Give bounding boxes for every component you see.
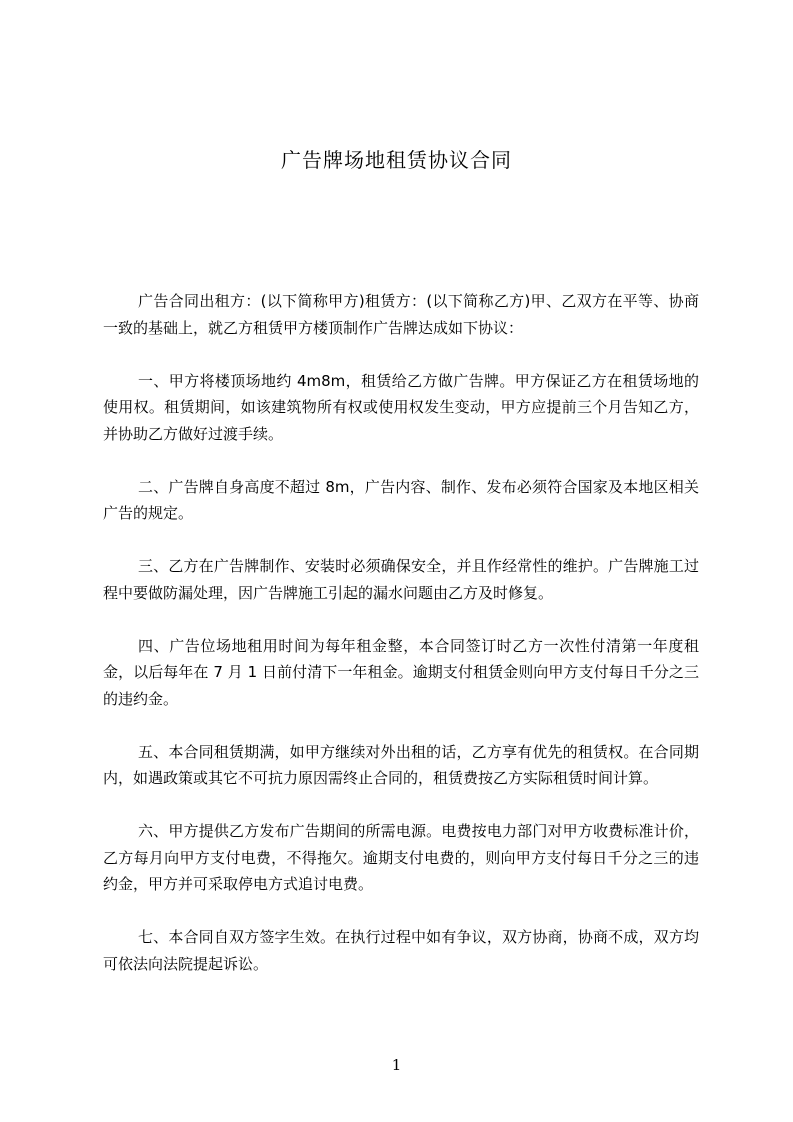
paragraph-clause-2: 二、广告牌自身高度不超过 8m，广告内容、制作、发布必须符合国家及本地区相关广告的规定。 <box>103 477 699 522</box>
document-body <box>103 288 699 1004</box>
paragraph-clause-7: 七、本合同自双方签字生效。在执行过程中如有争议，双方协商，协商不成，双方均可依法向法院提起诉讼。 <box>103 928 699 973</box>
paragraph-clause-6: 六、甲方提供乙方发布广告期间的所需电源。电费按电力部门对甲方收费标准计价，乙方每月向甲方支付电费，不得拖欠。逾期支付电费的，则向甲方支付每日千分之三的违约金，甲方并可采取停电方式追讨电费。 <box>103 822 699 893</box>
paragraph-clause-3: 三、乙方在广告牌制作、安装时必须确保安全，并且作经常性的维护。广告牌施工过程中要做防漏处理，因广告牌施工引起的漏水问题由乙方及时修复。 <box>103 557 699 602</box>
page-number: 1 <box>391 1056 402 1074</box>
document-title: 广告牌场地租赁协议合同 <box>281 148 512 172</box>
paragraph-clause-4: 四、广告位场地租用时间为每年租金整，本合同签订时乙方一次性付清第一年度租金，以后每年在 7 月 1 日前付清下一年租金。逾期支付租赁金则向甲方支付每日千分之三的违约金。 <box>103 636 699 708</box>
paragraph-intro: 广告合同出租方：(以下简称甲方)租赁方：(以下简称乙方)甲、乙双方在平等、协商一致的基础上，就乙方租赁甲方楼顶制作广告牌达成如下协议： <box>103 292 699 337</box>
paragraph-clause-5: 五、本合同租赁期满，如甲方继续对外出租的话，乙方享有优先的租赁权。在合同期内，如遇政策或其它不可抗力原因需终止合同的，租赁费按乙方实际租赁时间计算。 <box>103 742 699 787</box>
paragraph-clause-1: 一、甲方将楼顶场地约 4m8m，租赁给乙方做广告牌。甲方保证乙方在租赁场地的使用权。租赁期间，如该建筑物所有权或使用权发生变动，甲方应提前三个月告知乙方，并协助乙方做好过渡手续。 <box>103 371 699 443</box>
